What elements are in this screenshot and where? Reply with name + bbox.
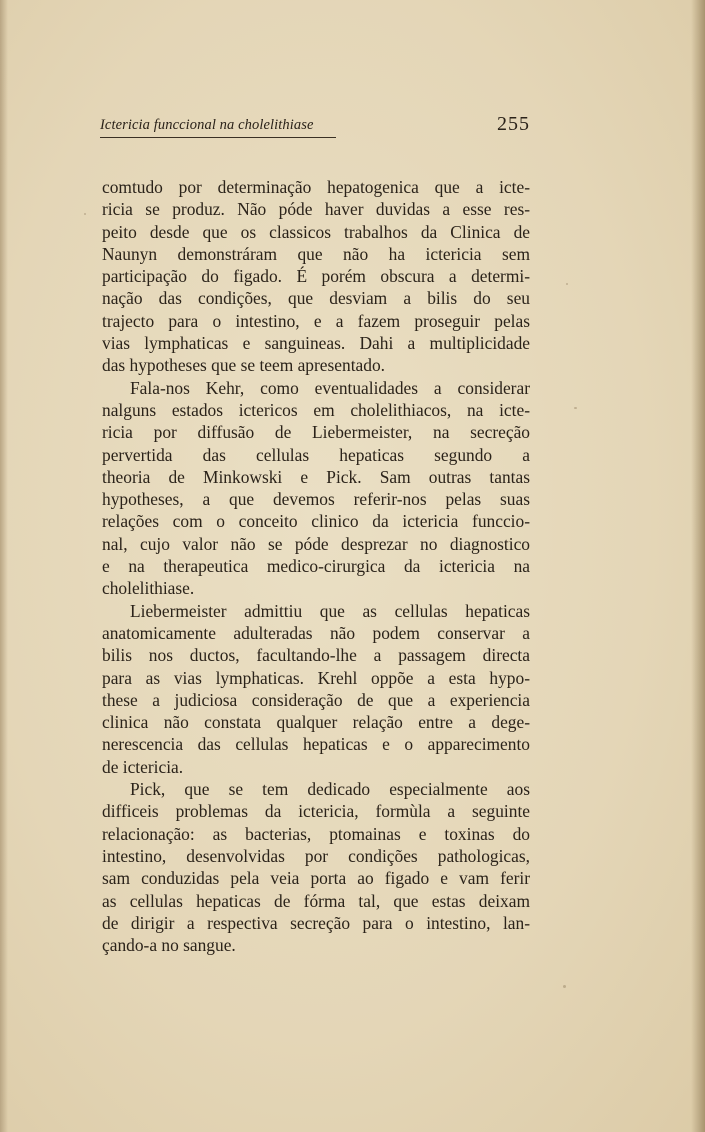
paragraph bbox=[102, 176, 530, 377]
paper-speck bbox=[563, 985, 566, 988]
text-line: hypotheses, a que devemos referir-nos pelas suas bbox=[102, 489, 530, 510]
text-line: difficeis problemas da ictericia, formùla a seguinte bbox=[102, 801, 530, 822]
text-line: ricia se produz. Não póde haver duvidas a esse res- bbox=[102, 199, 530, 220]
paragraph bbox=[102, 778, 530, 956]
text-line: pervertida das cellulas hepaticas segundo a bbox=[102, 444, 530, 465]
text-line: clinica não constata qualquer relação entre a dege- bbox=[102, 712, 530, 733]
text-line: de dirigir a respectiva secreção para o intestino, lan- bbox=[102, 912, 530, 933]
running-title: Ictericia funccional na cholelithiase bbox=[100, 117, 314, 133]
text-line: çando-a no sangue. bbox=[102, 935, 236, 956]
text-line: para as vias lymphaticas. Krehl oppõe a esta hypo- bbox=[102, 667, 530, 688]
header-rule bbox=[100, 137, 336, 138]
text-line: relações com o conceito clinico da ictericia funccio- bbox=[102, 511, 530, 532]
text-line: trajecto para o intestino, e a fazem proseguir pelas bbox=[102, 310, 530, 331]
text-line: vias lymphaticas e sanguineas. Dahi a multiplicidade bbox=[102, 333, 530, 354]
text-line: Pick, que se tem dedicado especialmente aos bbox=[130, 779, 530, 800]
text-line: bilis nos ductos, facultando-lhe a passagem directa bbox=[102, 645, 530, 666]
paragraph bbox=[102, 377, 530, 600]
paper-speck bbox=[566, 283, 568, 285]
text-line: relacionação: as bacterias, ptomainas e toxinas do bbox=[102, 823, 530, 844]
text-line: nerescencia das cellulas hepaticas e o apparecimento bbox=[102, 734, 530, 755]
text-line: anatomicamente adulteradas não podem conservar a bbox=[102, 622, 530, 643]
page-number: 255 bbox=[497, 113, 530, 135]
text-line: ricia por diffusão de Liebermeister, na secreção bbox=[102, 422, 530, 443]
text-line: nalguns estados ictericos em cholelithiacos, na icte- bbox=[102, 399, 530, 420]
text-line: Liebermeister admittiu que as cellulas hepaticas bbox=[130, 600, 530, 621]
text-line: nal, cujo valor não se póde desprezar no diagnostico bbox=[102, 533, 530, 554]
paper-speck bbox=[84, 213, 86, 215]
text-line: peito desde que os classicos trabalhos da Clinica de bbox=[102, 221, 530, 242]
paragraph bbox=[102, 600, 530, 778]
text-line: nação das condições, que desviam a bilis do seu bbox=[102, 288, 530, 309]
text-line: theoria de Minkowski e Pick. Sam outras tantas bbox=[102, 466, 530, 487]
text-line: participação do figado. É porém obscura a determi- bbox=[102, 266, 530, 287]
text-line: cholelithiase. bbox=[102, 578, 195, 599]
text-line: Fala-nos Kehr, como eventualidades a considerar bbox=[130, 377, 530, 398]
text-line: as cellulas hepaticas de fórma tal, que estas deixam bbox=[102, 890, 530, 911]
text-line: e na therapeutica medico-cirurgica da ictericia na bbox=[102, 556, 530, 577]
text-line: comtudo por determinação hepatogenica que a icte- bbox=[102, 177, 530, 197]
body-text bbox=[102, 176, 530, 956]
text-line: de ictericia. bbox=[102, 756, 184, 777]
page-left-shadow bbox=[0, 0, 8, 1132]
paper-speck bbox=[574, 407, 577, 409]
text-line: das hypotheses que se teem apresentado. bbox=[102, 355, 385, 376]
page-right-shadow bbox=[691, 0, 705, 1132]
text-line: Naunyn demonstráram que não ha ictericia sem bbox=[102, 243, 530, 264]
text-line: these a judiciosa consideração de que a experiencia bbox=[102, 689, 530, 710]
page-header bbox=[100, 113, 530, 139]
text-line: intestino, desenvolvidas por condições pathologicas, bbox=[102, 845, 530, 866]
text-line: sam conduzidas pela veia porta ao figado e vam ferir bbox=[102, 868, 530, 889]
